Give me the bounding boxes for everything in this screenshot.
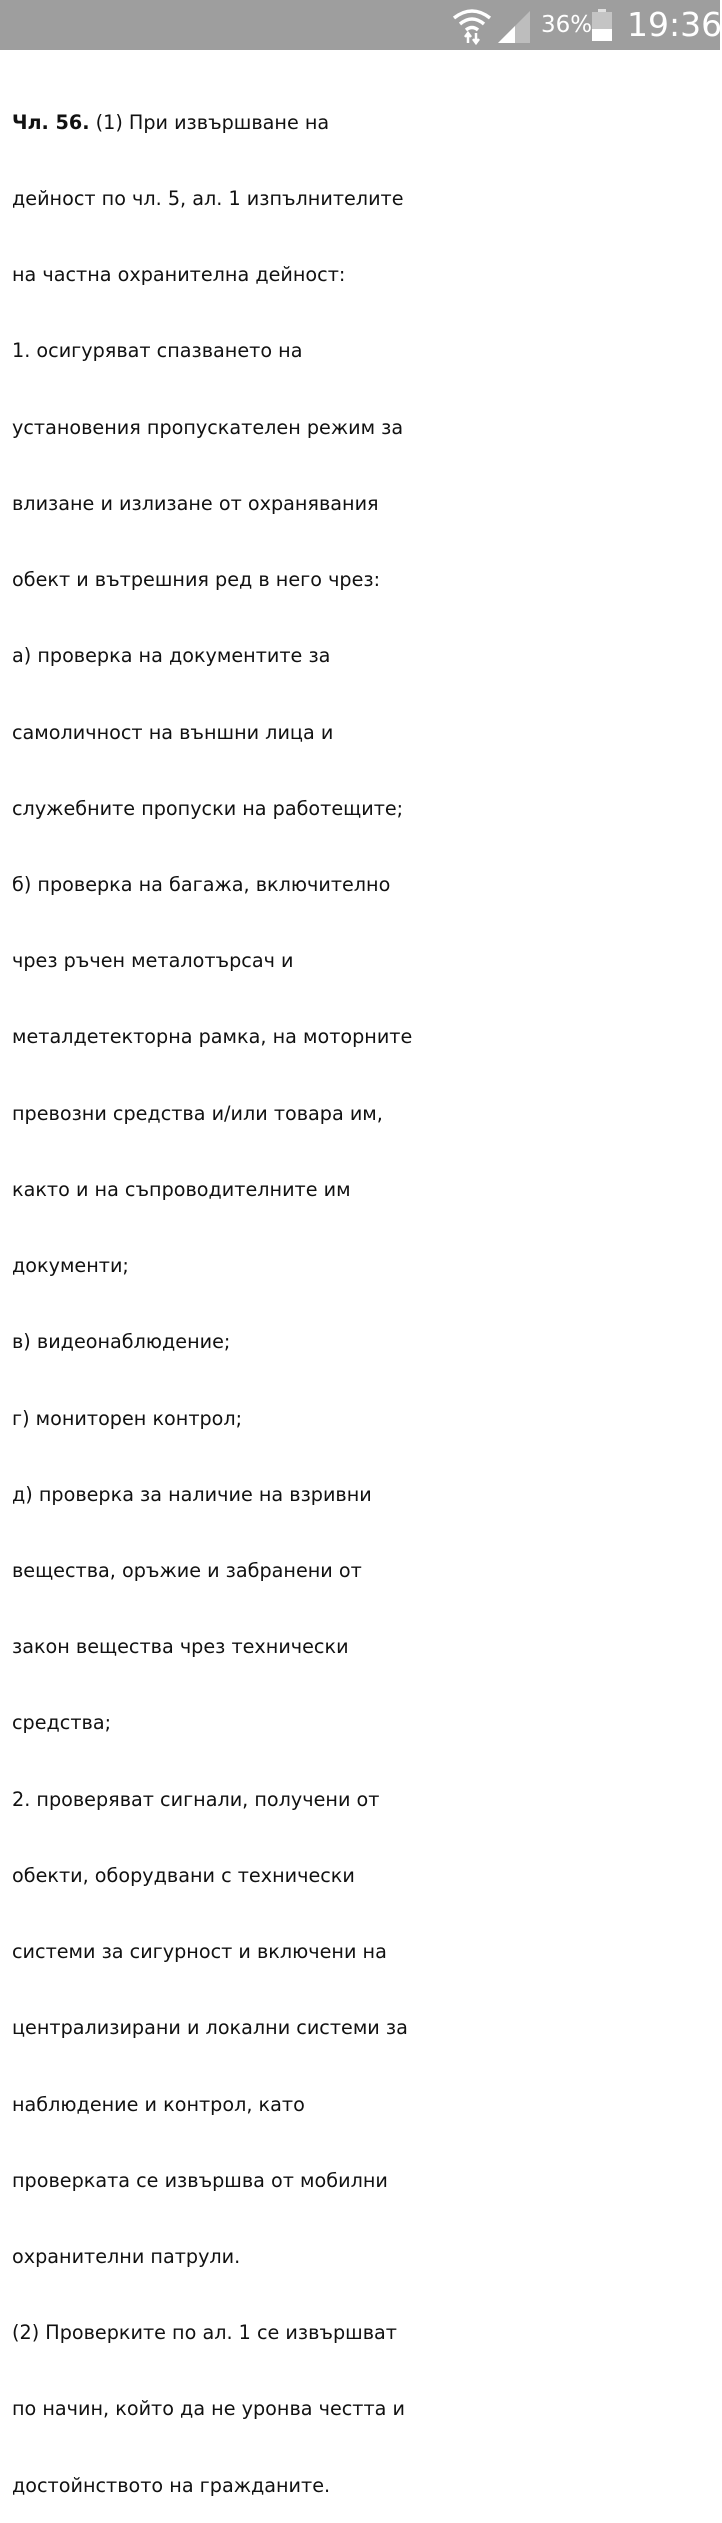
text-line: обекти, оборудвани с технически: [12, 1863, 355, 1887]
text-line: централизирани и локални системи за: [12, 2016, 408, 2040]
text-line: металдетекторна рамка, на моторните: [12, 1025, 413, 1049]
text-line: средства;: [12, 1711, 112, 1735]
text-line: самоличност на външни лица и: [12, 720, 334, 744]
text-line: обект и вътрешния ред в него чрез:: [12, 568, 381, 592]
battery-icon: [591, 9, 613, 41]
text-line: охранителни патрули.: [12, 2244, 241, 2268]
article-first-line-text: (1) При извършване на: [89, 110, 330, 134]
text-line: влизане и излизане от охранявания: [12, 491, 379, 515]
text-line: проверката се извършва от мобилни: [12, 2168, 388, 2192]
text-line: на частна охранителна дейност:: [12, 263, 346, 287]
text-line: а) проверка на документите за: [12, 644, 331, 668]
text-line: служебните пропуски на работещите;: [12, 796, 404, 820]
article-first-line: [12, 110, 410, 135]
text-line: по начин, който да не уронва честта и: [12, 2397, 405, 2421]
clock: 19:36: [627, 5, 722, 44]
text-line: чрез ръчен металотърсач и: [12, 949, 294, 973]
battery-percent: 36%: [541, 12, 593, 38]
text-line: г) мониторен контрол;: [12, 1406, 243, 1430]
text-line: системи за сигурност и включени на: [12, 1940, 387, 1964]
text-line: превозни средства и/или товара им,: [12, 1101, 383, 1125]
text-line: вещества, оръжие и забранени от: [12, 1558, 362, 1582]
text-line: 1. осигуряват спазването на: [12, 339, 303, 363]
text-line: както и на съпроводителните им: [12, 1177, 351, 1201]
text-line: д) проверка за наличие на взривни: [12, 1482, 372, 1506]
signal-icon: [496, 9, 532, 43]
text-line: 2. проверяват сигнали, получени от: [12, 1787, 380, 1811]
text-line: наблюдение и контрол, като: [12, 2092, 305, 2116]
text-line: в) видеонаблюдение;: [12, 1330, 231, 1354]
text-line: закон вещества чрез технически: [12, 1635, 349, 1659]
text-line: документи;: [12, 1254, 129, 1278]
status-bar: [0, 0, 720, 50]
text-line: б) проверка на багажа, включително: [12, 873, 391, 896]
text-line: дейност по чл. 5, ал. 1 изпълнителите: [12, 187, 404, 211]
article-text: [12, 59, 413, 2523]
article-heading: Чл. 56.: [12, 110, 90, 134]
text-line: установения пропускателен режим за: [12, 415, 404, 439]
wifi-icon: [452, 6, 492, 44]
text-line: (2) Проверките по ал. 1 се извършват: [12, 2321, 397, 2345]
text-line: достойнството на гражданите.: [12, 2473, 331, 2497]
